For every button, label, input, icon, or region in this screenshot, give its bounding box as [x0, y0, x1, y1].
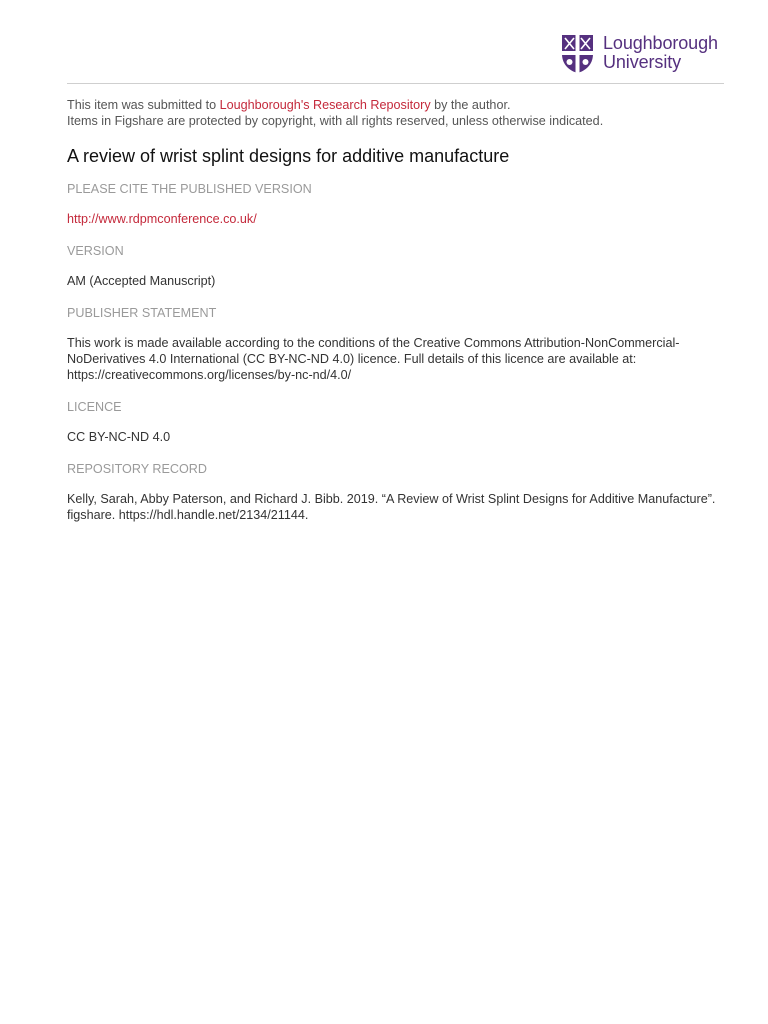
publisher-statement-value: This work is made available according to the conditions of the Creative Commons Attribution-NonCommercial-NoDerivatives 4.0 International (CC BY-NC-ND 4.0) licence. Full details of this licence are available at: https://creativecommons.org/licenses/by-nc-nd/4.0/ — [67, 336, 680, 382]
licence-label: LICENCE — [67, 400, 122, 414]
publisher-statement-label: PUBLISHER STATEMENT — [67, 306, 217, 320]
published-version-link[interactable]: http://www.rdpmconference.co.uk/ — [67, 212, 257, 226]
page-title: A review of wrist splint designs for additive manufacture — [67, 146, 510, 166]
document-body — [67, 97, 727, 523]
header-divider — [67, 83, 724, 84]
submission-notice: This item was submitted to Loughborough's Research Repository by the author. — [67, 98, 511, 112]
version-label: VERSION — [67, 244, 124, 258]
university-crest-icon — [561, 34, 594, 74]
logo-line-1: Loughborough — [603, 33, 718, 53]
logo-line-2: University — [603, 52, 682, 72]
university-logo — [561, 34, 718, 74]
repository-link[interactable]: Loughborough's Research Repository — [219, 98, 431, 112]
repository-record-value: Kelly, Sarah, Abby Paterson, and Richard J. Bibb. 2019. “A Review of Wrist Splint Designs for Additive Manufacture”. figshare. https://hdl.handle.net/2134/21144. — [67, 492, 716, 522]
copyright-notice: Items in Figshare are protected by copyright, with all rights reserved, unless otherwise indicated. — [67, 114, 604, 128]
licence-value: CC BY-NC-ND 4.0 — [67, 430, 171, 444]
version-value: AM (Accepted Manuscript) — [67, 274, 216, 288]
cite-label: PLEASE CITE THE PUBLISHED VERSION — [67, 182, 312, 196]
repository-record-label: REPOSITORY RECORD — [67, 462, 207, 476]
